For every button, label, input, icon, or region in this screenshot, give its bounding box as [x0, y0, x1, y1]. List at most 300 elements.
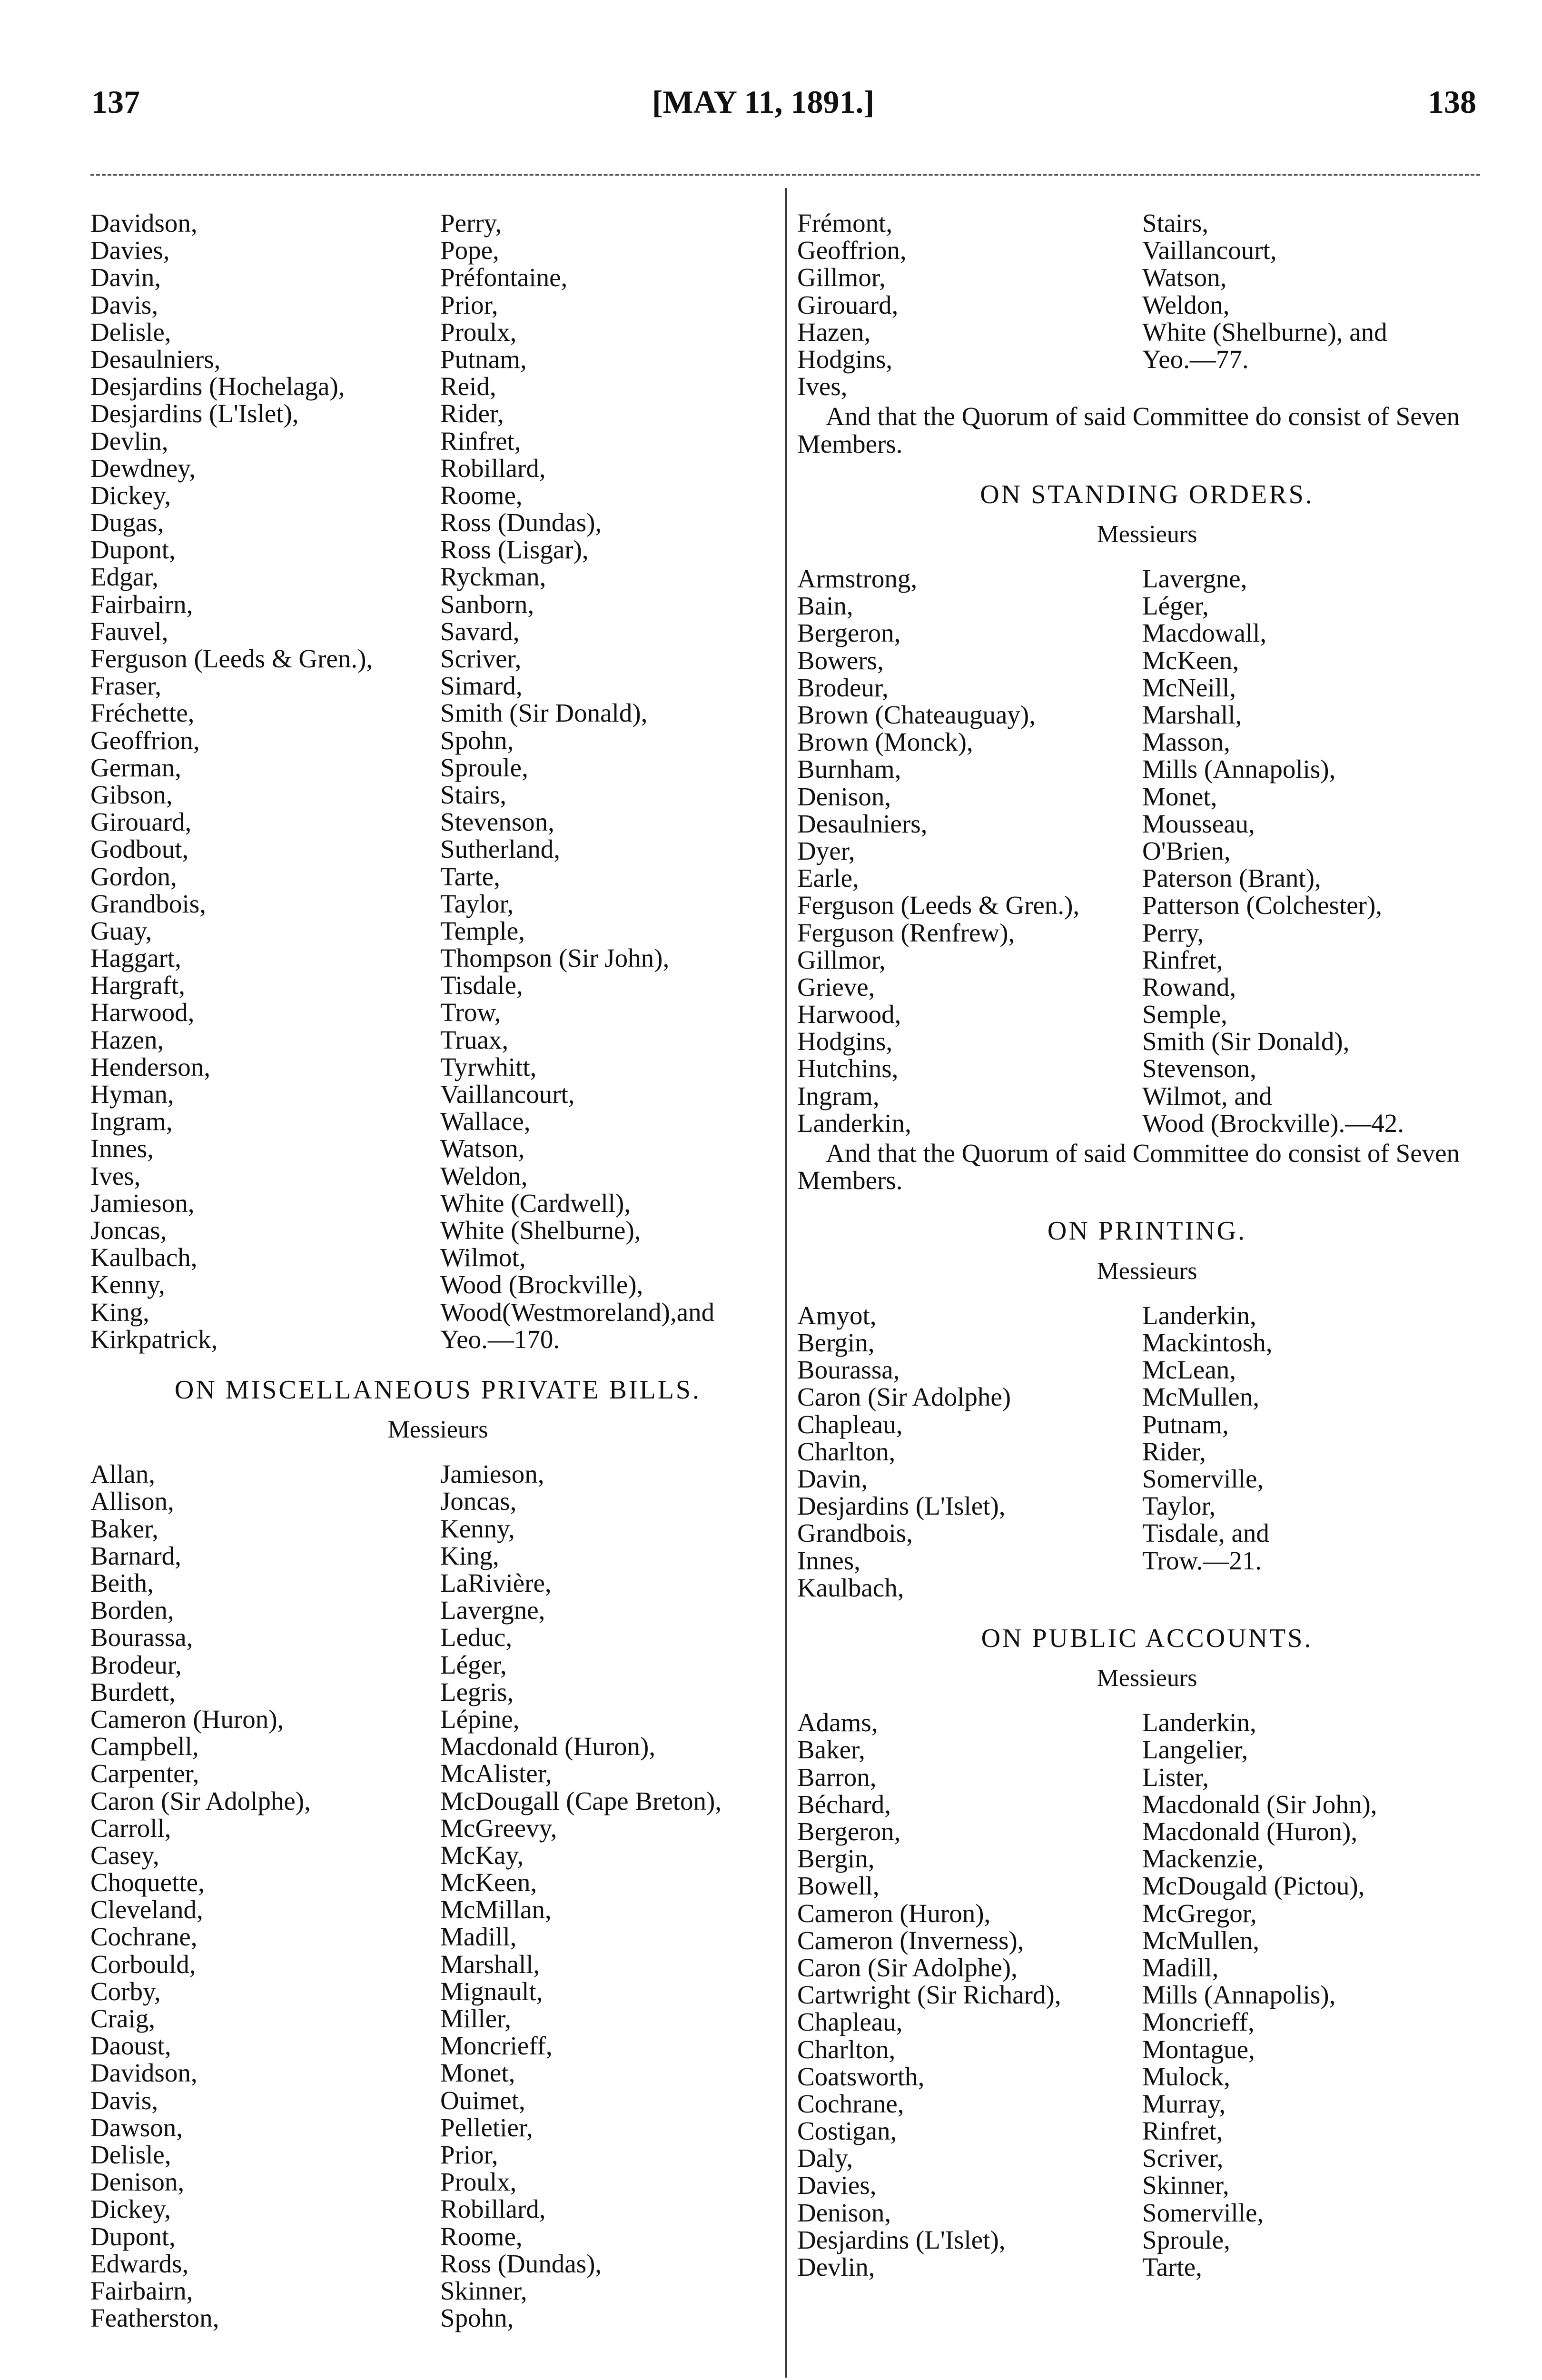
- member-name-left: Cameron (Huron),: [797, 1898, 991, 1928]
- member-name-left: Carpenter,: [90, 1759, 199, 1788]
- member-name-left: Caron (Sir Adolphe): [797, 1382, 1011, 1412]
- member-row: [90, 781, 785, 808]
- member-name-left: Desjardins (Hochelaga),: [90, 372, 345, 401]
- member-name-right: Yeo.—170.: [440, 1324, 560, 1354]
- member-name-right: Weldon,: [440, 1161, 528, 1190]
- member-name-right: Patterson (Colchester),: [1142, 891, 1383, 920]
- member-name-right: Putnam,: [1142, 1409, 1229, 1439]
- member-row: [90, 373, 785, 400]
- member-name-left: Frémont,: [797, 208, 893, 238]
- member-row: [90, 1951, 785, 1978]
- standing-messieurs-label: Messieurs: [1097, 520, 1197, 548]
- member-name-right: Perry,: [1142, 918, 1204, 947]
- member-name-right: Trow,: [440, 998, 501, 1027]
- member-row: [90, 455, 785, 482]
- member-name-left: Desaulniers,: [797, 809, 928, 838]
- member-name-right: Wilmot,: [440, 1243, 526, 1272]
- member-row: [90, 2059, 785, 2086]
- member-name-right: Marshall,: [440, 1949, 540, 1979]
- member-name-right: Miller,: [440, 2004, 512, 2033]
- member-name-left: Girouard,: [797, 290, 899, 319]
- member-name-right: Robillard,: [440, 453, 546, 483]
- member-name-right: Léger,: [440, 1650, 507, 1679]
- member-name-right: Truax,: [440, 1025, 509, 1054]
- member-row: [797, 1329, 1497, 1356]
- member-name-left: Brown (Monck),: [797, 727, 973, 757]
- member-row: [797, 2036, 1497, 2063]
- member-row: [90, 400, 785, 427]
- member-row: [90, 835, 785, 863]
- member-name-right: McLean,: [1142, 1355, 1236, 1385]
- member-name-right: Mignault,: [440, 1976, 543, 2006]
- member-row: [797, 946, 1497, 973]
- member-name-left: Cleveland,: [90, 1895, 203, 1924]
- member-row: [90, 427, 785, 455]
- member-row: [90, 1026, 785, 1053]
- member-name-left: Burdett,: [90, 1677, 176, 1706]
- member-name-right: Stevenson,: [1142, 1054, 1256, 1083]
- member-row: [90, 1651, 785, 1678]
- member-row: [90, 699, 785, 726]
- member-row: [797, 2117, 1497, 2144]
- misc-messieurs-label: Messieurs: [387, 1416, 488, 1444]
- member-row: [90, 863, 785, 890]
- member-name-right: Simard,: [440, 671, 523, 701]
- member-row: [797, 264, 1497, 291]
- member-name-left: Baker,: [90, 1514, 158, 1543]
- member-name-left: Cartwright (Sir Richard),: [797, 1980, 1061, 2010]
- member-name-right: Macdonald (Sir John),: [1142, 1789, 1377, 1819]
- member-row: [90, 645, 785, 672]
- member-row: [797, 1519, 1497, 1547]
- member-name-right: Putnam,: [440, 344, 527, 374]
- member-name-left: Landerkin,: [797, 1108, 911, 1138]
- member-name-left: Bergin,: [797, 1844, 875, 1874]
- printing-list: [797, 1302, 1497, 1601]
- member-row: [797, 237, 1497, 264]
- member-name-left: Guay,: [90, 916, 152, 945]
- member-name-left: Dyer,: [797, 836, 855, 865]
- member-row: [90, 1597, 785, 1624]
- member-name-left: King,: [90, 1297, 149, 1327]
- member-name-right: White (Shelburne),: [440, 1215, 641, 1245]
- member-name-right: McDougall (Cape Breton),: [440, 1786, 722, 1815]
- member-name-left: Ferguson (Renfrew),: [797, 918, 1015, 947]
- member-name-right: Lavergne,: [440, 1596, 545, 1625]
- member-name-left: Geoffrion,: [797, 236, 907, 265]
- member-name-left: Brown (Chateauguay),: [797, 700, 1036, 730]
- member-row: [90, 1896, 785, 1923]
- member-name-left: Dickey,: [90, 2194, 171, 2224]
- member-row: [797, 373, 1497, 400]
- member-name-right: Ryckman,: [440, 562, 546, 592]
- member-name-right: Tyrwhitt,: [440, 1052, 537, 1081]
- misc-private-bills-heading: ON MISCELLANEOUS PRIVATE BILLS.: [174, 1375, 702, 1405]
- member-row: [797, 1981, 1497, 2008]
- member-name-left: Desaulniers,: [90, 344, 221, 374]
- member-name-left: Davies,: [90, 236, 170, 265]
- member-name-right: McKay,: [440, 1840, 524, 1870]
- member-row: [797, 565, 1497, 592]
- member-name-left: Henderson,: [90, 1052, 211, 1081]
- member-row: [797, 2253, 1497, 2281]
- member-name-left: Devlin,: [797, 2252, 875, 2281]
- member-name-right: Prior,: [440, 2140, 498, 2169]
- member-name-right: Taylor,: [1142, 1491, 1216, 1521]
- member-row: [797, 1818, 1497, 1845]
- member-row: [90, 1271, 785, 1298]
- member-row: [797, 1736, 1497, 1763]
- member-name-left: Dawson,: [90, 2112, 183, 2142]
- member-name-left: Caron (Sir Adolphe),: [797, 1953, 1018, 1982]
- member-name-right: Sanborn,: [440, 589, 534, 619]
- member-name-right: Montague,: [1142, 2034, 1255, 2064]
- member-row: [797, 1110, 1497, 1137]
- member-name-right: Savard,: [440, 616, 520, 646]
- member-name-right: Wood (Brockville),: [440, 1270, 643, 1299]
- member-name-left: Gibson,: [90, 780, 173, 809]
- member-name-left: Hazen,: [797, 317, 871, 347]
- member-row: [90, 264, 785, 291]
- member-name-right: Madill,: [440, 1922, 517, 1952]
- member-name-right: Perry,: [440, 208, 502, 238]
- member-row: [797, 619, 1497, 646]
- member-row: [90, 1760, 785, 1787]
- member-row: [90, 1706, 785, 1733]
- member-row: [797, 2226, 1497, 2253]
- member-name-left: Brodeur,: [90, 1650, 182, 1679]
- member-row: [797, 755, 1497, 783]
- member-name-left: Fairbairn,: [90, 2276, 193, 2305]
- member-name-left: Baker,: [797, 1735, 865, 1765]
- member-row: [90, 509, 785, 536]
- member-name-right: Mills (Annapolis),: [1142, 754, 1336, 784]
- member-name-right: Macdonald (Huron),: [1142, 1817, 1358, 1846]
- member-name-right: Stairs,: [1142, 208, 1209, 238]
- member-row: [797, 1927, 1497, 1954]
- member-row: [797, 1900, 1497, 1927]
- member-name-left: Davin,: [90, 263, 161, 292]
- public-accounts-list: [797, 1709, 1497, 2281]
- member-row: [797, 1709, 1497, 1736]
- member-name-left: Godbout,: [90, 834, 189, 864]
- member-name-right: Mackenzie,: [1142, 1844, 1264, 1874]
- member-row: [90, 1108, 785, 1135]
- member-name-left: Barron,: [797, 1762, 877, 1792]
- member-name-right: Mulock,: [1142, 2062, 1230, 2091]
- member-name-left: Davies,: [797, 2171, 877, 2200]
- member-name-right: Mills (Annapolis),: [1142, 1980, 1336, 2010]
- member-row: [90, 1053, 785, 1081]
- member-name-right: Skinner,: [1142, 2171, 1229, 2200]
- member-name-left: Innes,: [90, 1134, 154, 1163]
- member-row: [90, 2141, 785, 2168]
- member-row: [90, 346, 785, 373]
- member-name-left: Kaulbach,: [797, 1573, 904, 1602]
- member-row: [797, 346, 1497, 373]
- member-row: [797, 919, 1497, 946]
- member-name-right: McNeill,: [1142, 673, 1236, 702]
- member-name-right: Lister,: [1142, 1762, 1209, 1792]
- member-row: [797, 647, 1497, 674]
- member-name-right: Reid,: [440, 372, 496, 401]
- member-name-right: Rider,: [440, 399, 504, 428]
- member-name-left: Gordon,: [90, 862, 177, 891]
- member-name-left: Innes,: [797, 1546, 860, 1575]
- member-name-left: Denison,: [797, 782, 891, 811]
- member-name-left: Hargraft,: [90, 971, 186, 1000]
- member-name-right: Landerkin,: [1142, 1708, 1256, 1737]
- member-name-right: Skinner,: [440, 2276, 527, 2305]
- member-name-right: Ross (Dundas),: [440, 2249, 602, 2278]
- member-row: [797, 674, 1497, 701]
- member-name-left: Denison,: [797, 2198, 891, 2227]
- member-name-left: Bergeron,: [797, 618, 901, 648]
- member-row: [90, 1190, 785, 1217]
- member-name-left: Daoust,: [90, 2031, 171, 2061]
- member-name-right: Smith (Sir Donald),: [440, 698, 648, 728]
- member-row: [797, 2063, 1497, 2090]
- member-name-right: Wilmot, and: [1142, 1081, 1272, 1111]
- member-row: [90, 2005, 785, 2032]
- member-name-left: Hutchins,: [797, 1054, 899, 1083]
- member-name-right: Murray,: [1142, 2089, 1226, 2118]
- member-row: [797, 1845, 1497, 1872]
- member-row: [90, 2168, 785, 2195]
- page-date: [MAY 11, 1891.]: [652, 84, 875, 120]
- member-row: [90, 917, 785, 944]
- member-name-right: McDougald (Pictou),: [1142, 1871, 1365, 1901]
- member-name-right: Legris,: [440, 1677, 514, 1706]
- member-name-right: Yeo.—77.: [1142, 344, 1249, 374]
- member-row: [797, 783, 1497, 810]
- member-row: [90, 944, 785, 972]
- member-name-left: Corby,: [90, 1976, 161, 2006]
- member-name-left: Cochrane,: [797, 2089, 904, 2118]
- member-name-right: Wood(Westmoreland),and: [440, 1297, 715, 1327]
- member-name-left: Bergeron,: [797, 1817, 901, 1846]
- printing-heading: ON PRINTING.: [1047, 1216, 1247, 1246]
- member-name-right: Tisdale,: [440, 971, 523, 1000]
- member-row: [90, 2032, 785, 2059]
- member-row: [797, 2090, 1497, 2117]
- member-name-right: King,: [440, 1541, 499, 1570]
- member-name-left: Brodeur,: [797, 673, 889, 702]
- member-name-left: Featherston,: [90, 2303, 219, 2333]
- header-rule: [90, 174, 1480, 176]
- member-row: [797, 1574, 1497, 1601]
- member-row: [90, 1135, 785, 1162]
- member-name-left: Ingram,: [90, 1107, 173, 1136]
- member-name-left: Allison,: [90, 1487, 174, 1516]
- member-row: [90, 1923, 785, 1950]
- member-name-left: Fauvel,: [90, 616, 168, 646]
- member-row: [797, 1383, 1497, 1410]
- column-divider: [785, 188, 787, 2378]
- member-row: [797, 973, 1497, 1001]
- member-name-right: Ross (Dundas),: [440, 508, 602, 537]
- member-row: [90, 1081, 785, 1108]
- member-name-right: Roome,: [440, 2221, 523, 2251]
- member-name-left: Edgar,: [90, 562, 158, 592]
- member-name-left: Campbell,: [90, 1732, 199, 1761]
- member-row: [90, 1244, 785, 1271]
- member-name-left: Girouard,: [90, 807, 192, 837]
- member-name-left: Charlton,: [797, 2034, 896, 2064]
- member-name-left: Hodgins,: [797, 1027, 893, 1056]
- member-row: [797, 1547, 1497, 1574]
- member-name-right: Ross (Lisgar),: [440, 535, 589, 565]
- member-row: [797, 1764, 1497, 1791]
- member-name-right: Lépine,: [440, 1704, 520, 1734]
- member-name-left: Coatsworth,: [797, 2062, 925, 2091]
- member-name-right: McKeen,: [440, 1868, 537, 1897]
- member-name-left: Davidson,: [90, 2058, 198, 2088]
- member-row: [90, 318, 785, 346]
- member-name-right: Macdonald (Huron),: [440, 1732, 656, 1761]
- member-row: [797, 1954, 1497, 1981]
- member-name-right: Pope,: [440, 236, 499, 265]
- member-row: [797, 2199, 1497, 2226]
- member-row: [797, 1465, 1497, 1492]
- misc-private-bills-list: [90, 1460, 785, 2331]
- member-row: [90, 209, 785, 237]
- member-row: [90, 1326, 785, 1353]
- member-row: [797, 810, 1497, 837]
- member-row: [797, 1082, 1497, 1110]
- member-row: [90, 999, 785, 1026]
- member-name-left: Davis,: [90, 2085, 158, 2115]
- page-header: [0, 83, 1542, 136]
- member-row: [90, 563, 785, 590]
- member-name-left: Chapleau,: [797, 2007, 903, 2037]
- member-name-right: Spohn,: [440, 2303, 514, 2333]
- member-row: [797, 2144, 1497, 2172]
- member-name-left: Bowers,: [797, 645, 884, 675]
- member-name-right: Monet,: [1142, 782, 1217, 811]
- quorum-note-2: And that the Quorum of said Committee do consist of Seven Members.: [797, 1139, 1460, 1195]
- member-name-left: Daly,: [797, 2143, 853, 2173]
- member-name-left: Dugas,: [90, 508, 164, 537]
- member-name-left: Earle,: [797, 863, 859, 893]
- member-row: [90, 2277, 785, 2304]
- member-name-right: McGregor,: [1142, 1898, 1257, 1928]
- member-name-right: Landerkin,: [1142, 1300, 1256, 1330]
- member-name-right: Léger,: [1142, 591, 1209, 621]
- member-name-left: Kirkpatrick,: [90, 1324, 218, 1354]
- member-name-left: Barnard,: [90, 1541, 181, 1570]
- member-name-right: Scriver,: [440, 644, 522, 673]
- member-name-left: Caron (Sir Adolphe),: [90, 1786, 311, 1815]
- quorum-note-1: And that the Quorum of said Committee do consist of Seven Members.: [797, 402, 1460, 458]
- member-name-left: Grieve,: [797, 972, 875, 1002]
- member-row: [797, 1055, 1497, 1082]
- left-column: [90, 209, 785, 2331]
- member-row: [90, 1678, 785, 1706]
- member-row: [90, 2223, 785, 2250]
- member-row: [90, 672, 785, 699]
- public-accounts-heading: ON PUBLIC ACCOUNTS.: [981, 1623, 1313, 1653]
- member-name-left: Geoffrion,: [90, 725, 200, 755]
- member-name-left: Ives,: [90, 1161, 141, 1190]
- member-name-right: Watson,: [440, 1134, 525, 1163]
- member-row: [797, 1791, 1497, 1818]
- member-name-left: Ingram,: [797, 1081, 880, 1111]
- member-name-right: Marshall,: [1142, 700, 1242, 730]
- member-name-right: Semple,: [1142, 1000, 1227, 1029]
- right-column: [797, 209, 1497, 2281]
- member-name-right: Masson,: [1142, 727, 1230, 757]
- member-name-left: Ives,: [797, 372, 848, 401]
- member-name-right: McKeen,: [1142, 645, 1239, 675]
- member-row: [90, 1460, 785, 1488]
- member-row: [90, 291, 785, 318]
- member-name-left: Hazen,: [90, 1025, 164, 1054]
- member-name-left: Jamieson,: [90, 1188, 195, 1218]
- member-name-left: Desjardins (L'Islet),: [797, 2225, 1006, 2254]
- member-row: [90, 972, 785, 999]
- member-row: [90, 2195, 785, 2222]
- member-row: [797, 291, 1497, 318]
- member-name-left: Fairbairn,: [90, 589, 193, 619]
- member-name-right: Rinfret,: [440, 426, 521, 456]
- member-name-left: Harwood,: [797, 1000, 901, 1029]
- member-name-right: Taylor,: [440, 889, 514, 918]
- member-name-left: Carroll,: [90, 1813, 171, 1843]
- member-name-right: Mousseau,: [1142, 809, 1255, 838]
- member-row: [797, 1356, 1497, 1383]
- member-row: [797, 2172, 1497, 2199]
- member-name-right: Trow.—21.: [1142, 1546, 1262, 1575]
- name-list-continued: [90, 209, 785, 1353]
- member-name-right: Rowand,: [1142, 972, 1236, 1002]
- member-name-right: Smith (Sir Donald),: [1142, 1027, 1350, 1056]
- member-name-left: Gillmor,: [797, 263, 886, 292]
- member-name-right: Watson,: [1142, 263, 1227, 292]
- member-name-left: Casey,: [90, 1840, 159, 1870]
- member-row: [90, 808, 785, 835]
- member-name-left: Grandbois,: [797, 1518, 913, 1548]
- member-name-right: Rider,: [1142, 1437, 1206, 1466]
- member-row: [90, 1624, 785, 1651]
- member-name-right: Thompson (Sir John),: [440, 943, 670, 973]
- member-name-left: Burnham,: [797, 754, 901, 784]
- member-row: [90, 1162, 785, 1190]
- member-name-left: Desjardins (L'Islet),: [797, 1491, 1006, 1521]
- member-name-right: Rinfret,: [1142, 2116, 1223, 2146]
- member-name-left: Bourassa,: [90, 1623, 193, 1652]
- member-name-right: Madill,: [1142, 1953, 1219, 1982]
- member-name-left: Joncas,: [90, 1215, 167, 1245]
- member-row: [90, 1815, 785, 1842]
- member-name-left: Ferguson (Leeds & Gren.),: [797, 891, 1080, 920]
- member-name-right: Proulx,: [440, 317, 517, 347]
- member-name-left: Bergin,: [797, 1328, 875, 1357]
- member-name-right: Tisdale, and: [1142, 1518, 1269, 1548]
- member-row: [90, 754, 785, 781]
- member-name-left: Devlin,: [90, 426, 168, 456]
- member-name-right: Préfontaine,: [440, 263, 568, 292]
- member-name-left: Armstrong,: [797, 564, 918, 594]
- member-name-right: McMillan,: [440, 1895, 552, 1924]
- member-name-right: Proulx,: [440, 2167, 517, 2197]
- member-name-left: Harwood,: [90, 998, 195, 1027]
- member-name-left: Béchard,: [797, 1789, 891, 1819]
- accounts-messieurs-label: Messieurs: [1097, 1665, 1197, 1692]
- member-name-right: Leduc,: [440, 1623, 513, 1652]
- member-name-right: McGreevy,: [440, 1813, 557, 1843]
- member-name-right: Scriver,: [1142, 2143, 1224, 2173]
